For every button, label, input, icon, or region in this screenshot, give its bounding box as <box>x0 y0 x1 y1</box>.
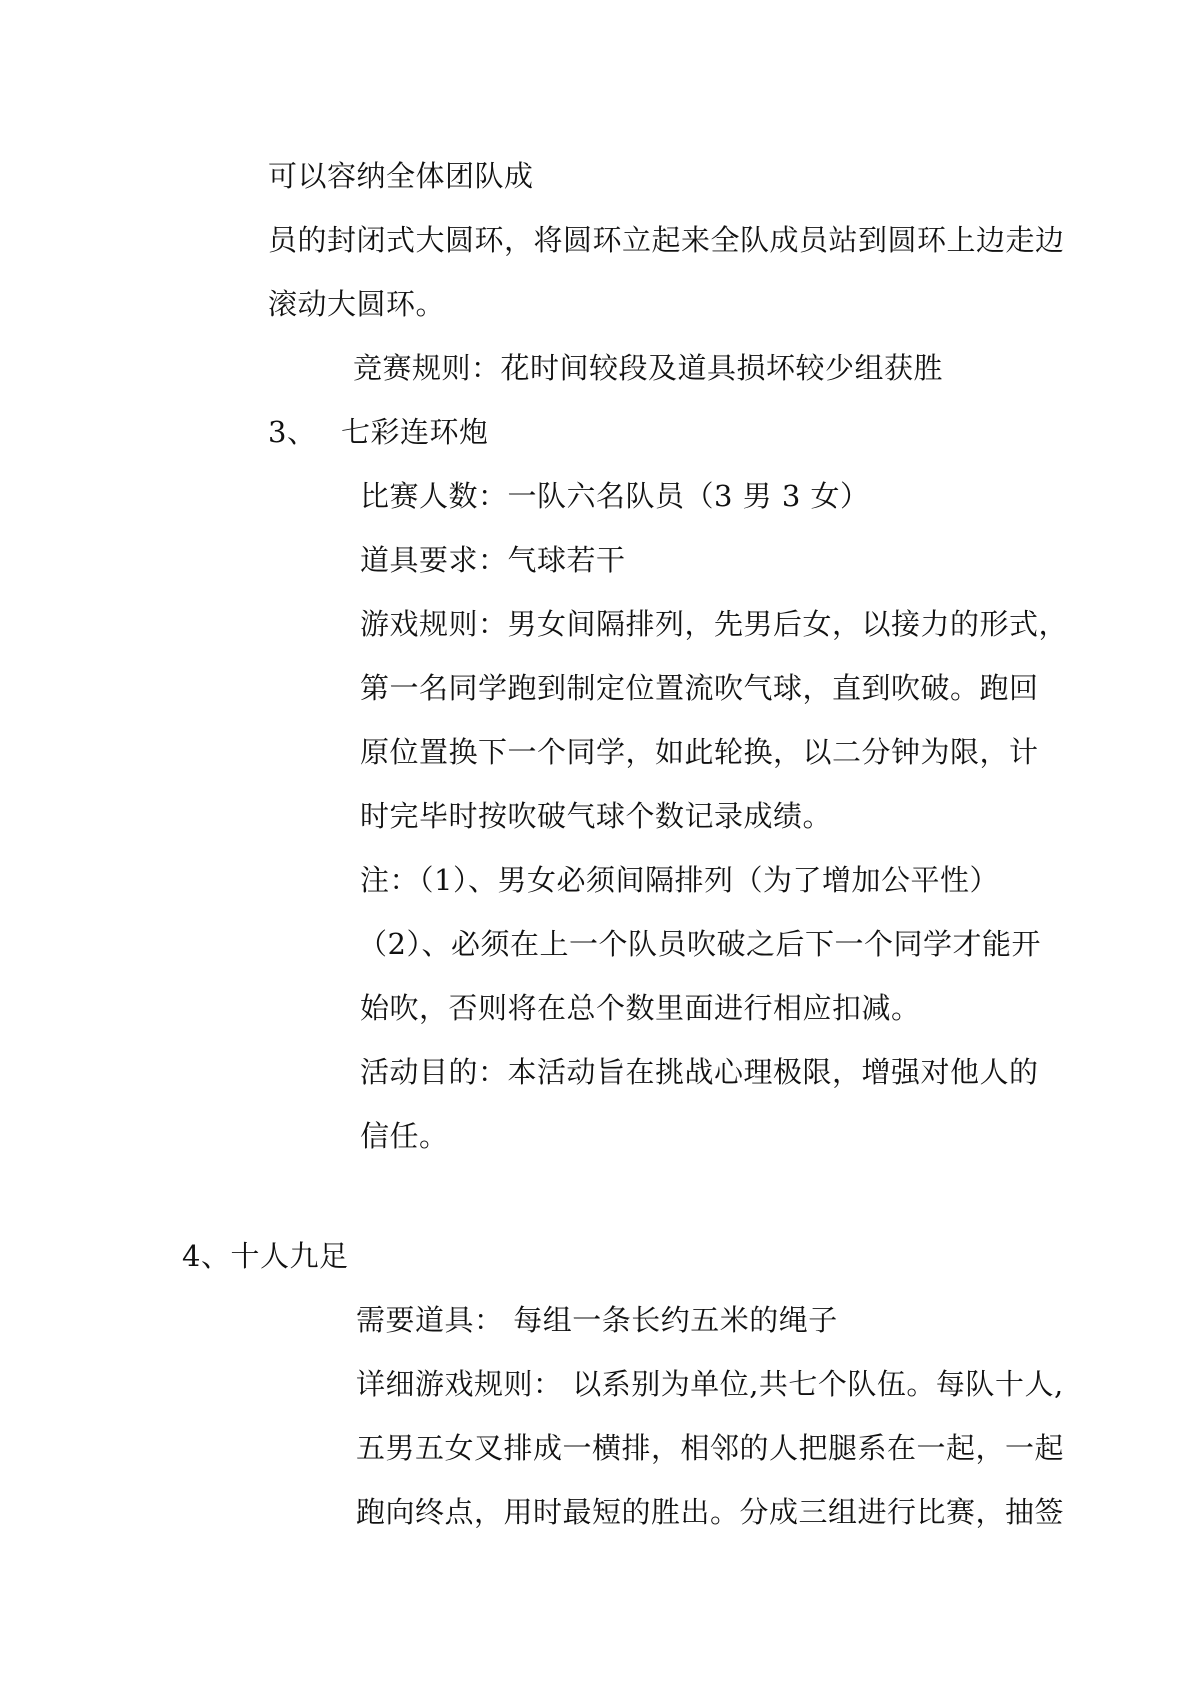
text-line: 第一名同学跑到制定位置流吹气球，直到吹破。跑回 <box>360 671 1039 705</box>
text-line: 比赛人数：一队六名队员（3 男 3 女） <box>360 479 870 513</box>
text-line: 可以容纳全体团队成 <box>268 159 534 193</box>
text-line: 游戏规则：男女间隔排列，先男后女，以接力的形式， <box>360 607 1069 641</box>
text-line: 员的封闭式大圆环，将圆环立起来全队成员站到圆环上边走边 <box>268 223 1065 257</box>
section-number: 3、 <box>268 415 317 449</box>
text-line: 道具要求：气球若干 <box>360 543 626 577</box>
text-line: （2）、必须在上一个队员吹破之后下一个同学才能开 <box>358 927 1041 961</box>
text-line: 详细游戏规则： 以系别为单位,共七个队伍。每队十人, <box>356 1367 1064 1401</box>
text-line: 五男五女叉排成一横排，相邻的人把腿系在一起，一起 <box>356 1431 1065 1465</box>
text-line: 竞赛规则：花时间较段及道具损坏较少组获胜 <box>353 351 944 385</box>
text-line: 信任。 <box>360 1119 449 1153</box>
text-line: 跑向终点，用时最短的胜出。分成三组进行比赛，抽签 <box>356 1495 1065 1529</box>
text-line: 注：（1）、男女必须间隔排列（为了增加公平性） <box>360 863 999 897</box>
section-heading: 七彩连环炮 <box>341 415 489 449</box>
text-line: 需要道具： 每组一条长约五米的绳子 <box>356 1303 838 1337</box>
text-line: 原位置换下一个同学，如此轮换，以二分钟为限，计 <box>360 735 1039 769</box>
text-line: 活动目的：本活动旨在挑战心理极限，增强对他人的 <box>360 1055 1039 1089</box>
text-line: 时完毕时按吹破气球个数记录成绩。 <box>360 799 833 833</box>
text-line: 始吹，否则将在总个数里面进行相应扣减。 <box>360 991 921 1025</box>
text-line: 滚动大圆环。 <box>268 287 446 321</box>
section-heading: 4、十人九足 <box>182 1239 349 1273</box>
